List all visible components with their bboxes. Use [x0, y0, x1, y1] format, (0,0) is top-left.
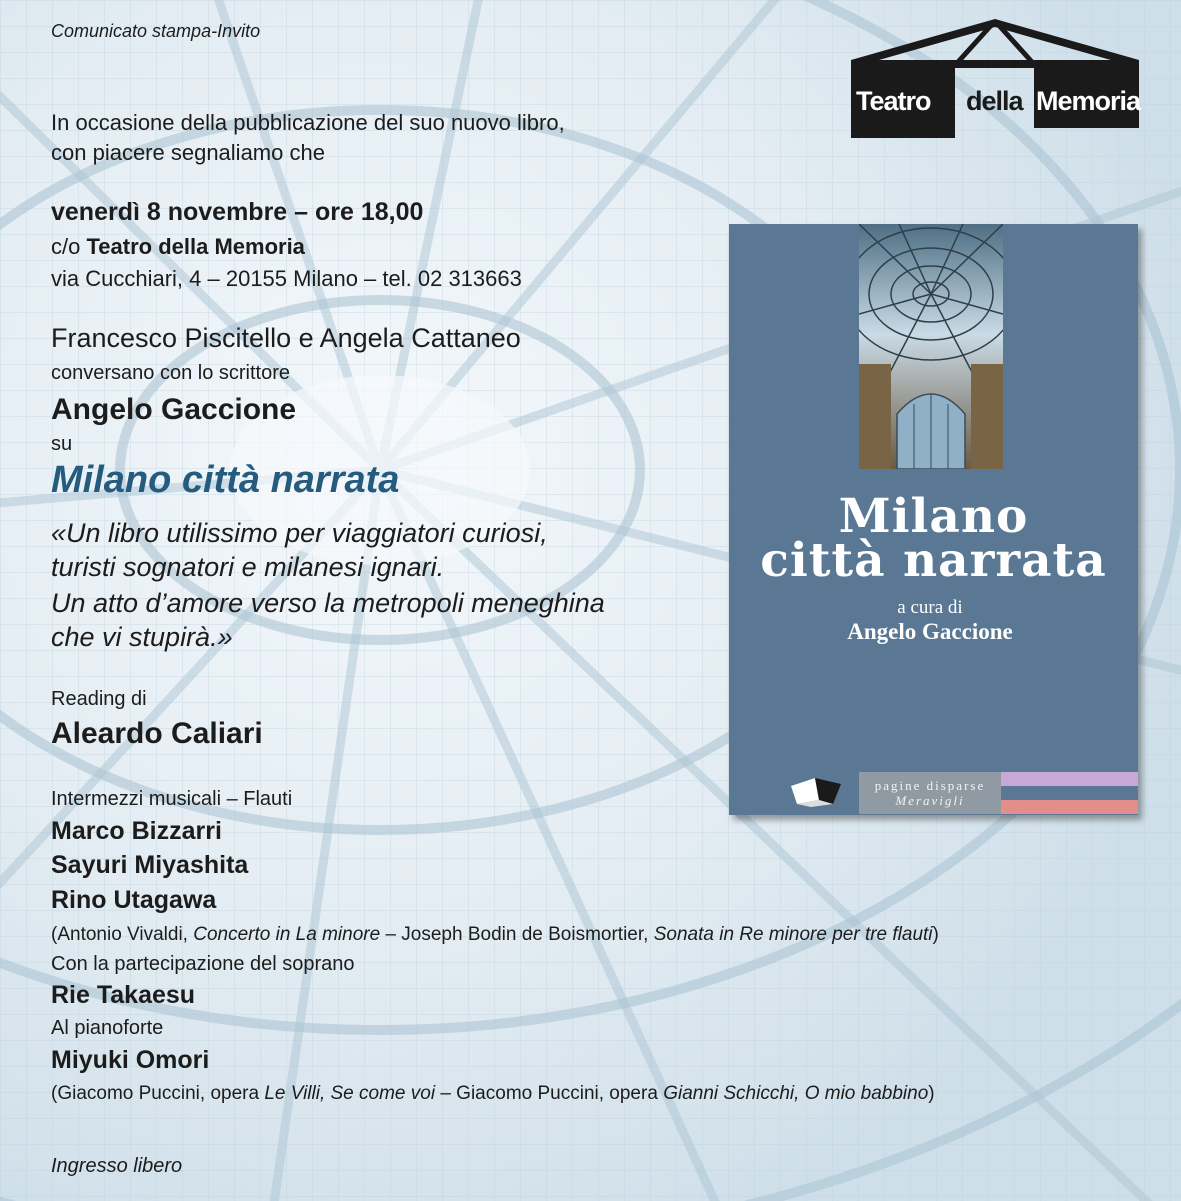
cover-band-lilac — [1001, 772, 1138, 786]
flutist-1: Marco Bizzarri — [51, 817, 222, 845]
program-2-mid: – Giacomo Puccini, opera — [435, 1083, 664, 1104]
logo-word-teatro: Teatro — [856, 86, 931, 116]
intro-line-1: In occasione della pubblicazione del suo nuovo libro, — [51, 110, 565, 135]
book-cover — [729, 224, 1138, 815]
program-2 — [51, 1083, 935, 1105]
reading-label: Reading di — [51, 688, 147, 710]
quote-line-3: Un atto d’amore verso la metropoli meneghina — [51, 588, 605, 618]
cover-title-line-2: città narrata — [760, 533, 1107, 588]
galleria-dome-photo — [859, 224, 1003, 469]
cover-editor-label: a cura di — [897, 597, 963, 618]
flutist-2: Sayuri Miyashita — [51, 851, 249, 879]
logo-word-memoria: Memoria — [1036, 86, 1141, 116]
venue-name: Teatro della Memoria — [86, 234, 305, 259]
cover-editor: Angelo Gaccione — [847, 619, 1013, 644]
program-1 — [51, 924, 939, 946]
program-1-close: ) — [932, 924, 939, 945]
program-2-close: ) — [928, 1083, 935, 1104]
free-entry: Ingresso libero — [51, 1155, 183, 1177]
press-release-label: Comunicato stampa-Invito — [51, 21, 261, 41]
open-book-icon — [789, 774, 843, 808]
pianist-name: Miyuki Omori — [51, 1046, 210, 1074]
program-1-mid: – Joseph Bodin de Boismortier, — [380, 924, 654, 945]
music-label: Intermezzi musicali – Flauti — [51, 788, 293, 810]
book-title: Milano città narrata — [51, 459, 400, 501]
program-2-open: (Giacomo Puccini, opera — [51, 1083, 265, 1104]
publisher-imprint: Meravigli — [895, 793, 965, 808]
talk-author: Angelo Gaccione — [51, 393, 297, 426]
logo-roof-icon — [848, 16, 1142, 140]
reading-name: Aleardo Caliari — [51, 717, 263, 750]
logo-word-della: della — [966, 86, 1023, 116]
flutist-3: Rino Utagawa — [51, 886, 217, 914]
event-date: venerdì 8 novembre – ore 18,00 — [51, 198, 424, 226]
talk-conversation: conversano con lo scrittore — [51, 362, 291, 384]
quote-line-1: «Un libro utilissimo per viaggiatori curiosi, — [51, 518, 548, 548]
program-2-work-2: Gianni Schicchi, O mio babbino — [663, 1083, 929, 1104]
teatro-della-memoria-logo — [848, 16, 1142, 140]
program-1-work-2: Sonata in Re minore per tre flauti — [653, 924, 933, 945]
program-2-work-1: Le Villi, Se come voi — [264, 1083, 436, 1104]
talk-on: su — [51, 433, 73, 455]
intro-line-2: con piacere segnaliamo che — [51, 140, 325, 165]
cover-title-line-1: Milano — [838, 489, 1029, 544]
soprano-label: Con la partecipazione del soprano — [51, 953, 355, 975]
event-address: via Cucchiari, 4 – 20155 Milano – tel. 02 313663 — [51, 266, 522, 291]
soprano-name: Rie Takaesu — [51, 981, 196, 1009]
piano-label: Al pianoforte — [51, 1017, 164, 1039]
publisher-box — [859, 772, 1001, 814]
talk-hosts: Francesco Piscitello e Angela Cattaneo — [51, 323, 521, 353]
event-venue — [51, 230, 305, 263]
quote-line-2: turisti sognatori e milanesi ignari. — [51, 552, 445, 582]
publisher-name: pagine disparse — [874, 778, 986, 793]
cover-band-pink — [1001, 800, 1138, 814]
program-1-open: (Antonio Vivaldi, — [51, 924, 194, 945]
venue-prefix: c/o — [51, 234, 81, 259]
quote-line-4: che vi stupirà.» — [51, 622, 233, 652]
program-1-work-1: Concerto in La minore — [193, 924, 381, 945]
